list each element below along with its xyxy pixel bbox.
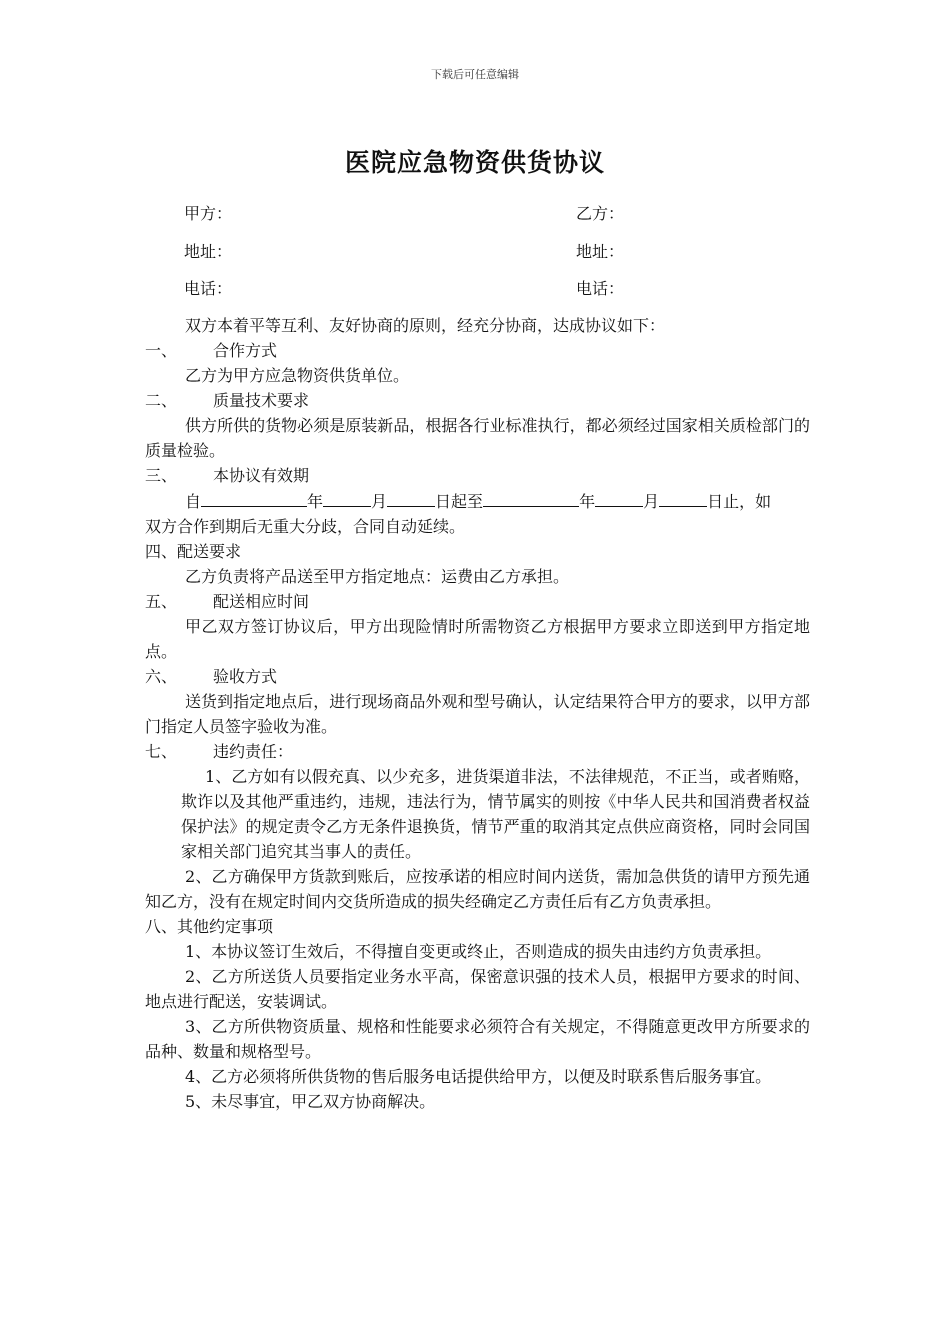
section-7-item-2: 2、乙方确保甲方货款到账后，应按承诺的相应时间内送货，需加急供货的请甲方预先通知乙方，没有在规定时间内交货所造成的损失经确定乙方责任后有乙方负责承担。 xyxy=(145,867,810,911)
end-year-blank xyxy=(483,488,579,507)
party-a-label: 甲方： xyxy=(184,204,233,223)
section-3-text: 双方合作到期后无重大分歧，合同自动延续。 xyxy=(145,517,466,536)
end-day-blank xyxy=(659,488,707,507)
section-8-heading xyxy=(145,914,810,939)
section-8-item-2: 2、乙方所送货人员要指定业务水平高，保密意识强的技术人员，根据甲方要求的时间、地点进行配送，安装调试。 xyxy=(145,967,810,1011)
section-2-number: 二、 xyxy=(145,391,178,410)
section-4-title: 四、配送要求 xyxy=(145,542,242,561)
section-2-heading xyxy=(145,388,810,413)
section-2-title: 质量技术要求 xyxy=(213,391,310,410)
section-8-item-5: 5、未尽事宜，甲乙双方协商解决。 xyxy=(185,1092,436,1111)
section-4-heading xyxy=(145,539,810,564)
document-title: 医院应急物资供货协议 xyxy=(344,148,605,177)
section-4-text: 乙方负责将产品送至甲方指定地点：运费由乙方承担。 xyxy=(185,567,570,586)
section-5-title: 配送相应时间 xyxy=(213,592,310,611)
section-8-title: 八、其他约定事项 xyxy=(145,917,274,936)
section-6-title: 验收方式 xyxy=(213,667,278,686)
month-label-2: 月 xyxy=(643,492,660,511)
party-b-phone: 电话： xyxy=(576,279,625,298)
agreement-body xyxy=(145,313,810,1114)
start-day-blank xyxy=(387,488,435,507)
section-1-number: 一、 xyxy=(145,341,178,360)
year-label-2: 年 xyxy=(579,492,596,511)
section-5-text: 甲乙双方签订协议后，甲方出现险情时所需物资乙方根据甲方要求立即送到甲方指定地点。 xyxy=(145,617,810,661)
section-7-item-1 xyxy=(145,764,810,864)
section-1-title: 合作方式 xyxy=(213,341,278,360)
start-month-blank xyxy=(323,488,371,507)
party-b-label: 乙方： xyxy=(576,204,625,223)
section-3-date-line xyxy=(145,488,810,514)
section-3-heading xyxy=(145,463,810,488)
header-note: 下载后可任意编辑 xyxy=(431,68,519,81)
year-label-1: 年 xyxy=(307,492,324,511)
month-label-1: 月 xyxy=(371,492,388,511)
section-2-text: 供方所供的货物必须是原装新品，根据各行业标准执行，都必须经过国家相关质检部门的质量检验。 xyxy=(145,416,810,460)
end-day-label: 日止，如 xyxy=(707,492,772,511)
section-8-item-4: 4、乙方必须将所供货物的售后服务电话提供给甲方，以便及时联系售后服务事宜。 xyxy=(185,1067,772,1086)
section-3-number: 三、 xyxy=(145,466,178,485)
section-7-item-1-text: 1、乙方如有以假充真、以少充多，进货渠道非法，不法律规范，不正当，或者贿赂，欺诈以及其他严重违约，违规，违法行为，情节属实的则按《中华人民共和国消费者权益保护法》的规定责令乙方无条件退换货，情节严重的取消其定点供应商资格，同时会同国家相关部门追究其当事人的责任。 xyxy=(181,767,810,861)
party-b-address: 地址： xyxy=(576,242,625,261)
party-a-address: 地址： xyxy=(184,242,233,261)
section-6-heading xyxy=(145,664,810,689)
section-7-number: 七、 xyxy=(145,742,178,761)
section-3-title: 本协议有效期 xyxy=(213,466,310,485)
section-8-item-3: 3、乙方所供物资质量、规格和性能要求必须符合有关规定，不得随意更改甲方所要求的品种、数量和规格型号。 xyxy=(145,1017,810,1061)
section-5-number: 五、 xyxy=(145,592,178,611)
section-5-heading xyxy=(145,589,810,614)
section-6-text: 送货到指定地点后，进行现场商品外观和型号确认，认定结果符合甲方的要求，以甲方部门指定人员签字验收为准。 xyxy=(145,692,810,736)
end-month-blank xyxy=(595,488,643,507)
start-day-label: 日起至 xyxy=(435,492,484,511)
section-8-item-1: 1、本协议签订生效后，不得擅自变更或终止，否则造成的损失由违约方负责承担。 xyxy=(185,942,772,961)
section-7-title: 违约责任： xyxy=(213,742,294,761)
section-1-heading xyxy=(145,338,810,363)
party-a-phone: 电话： xyxy=(184,279,233,298)
start-year-blank xyxy=(201,488,307,507)
section-1-text: 乙方为甲方应急物资供货单位。 xyxy=(185,366,410,385)
section-7-heading xyxy=(145,739,810,764)
intro-paragraph: 双方本着平等互利、友好协商的原则，经充分协商，达成协议如下： xyxy=(185,316,666,335)
date-from-label: 自 xyxy=(185,492,202,511)
section-6-number: 六、 xyxy=(145,667,178,686)
